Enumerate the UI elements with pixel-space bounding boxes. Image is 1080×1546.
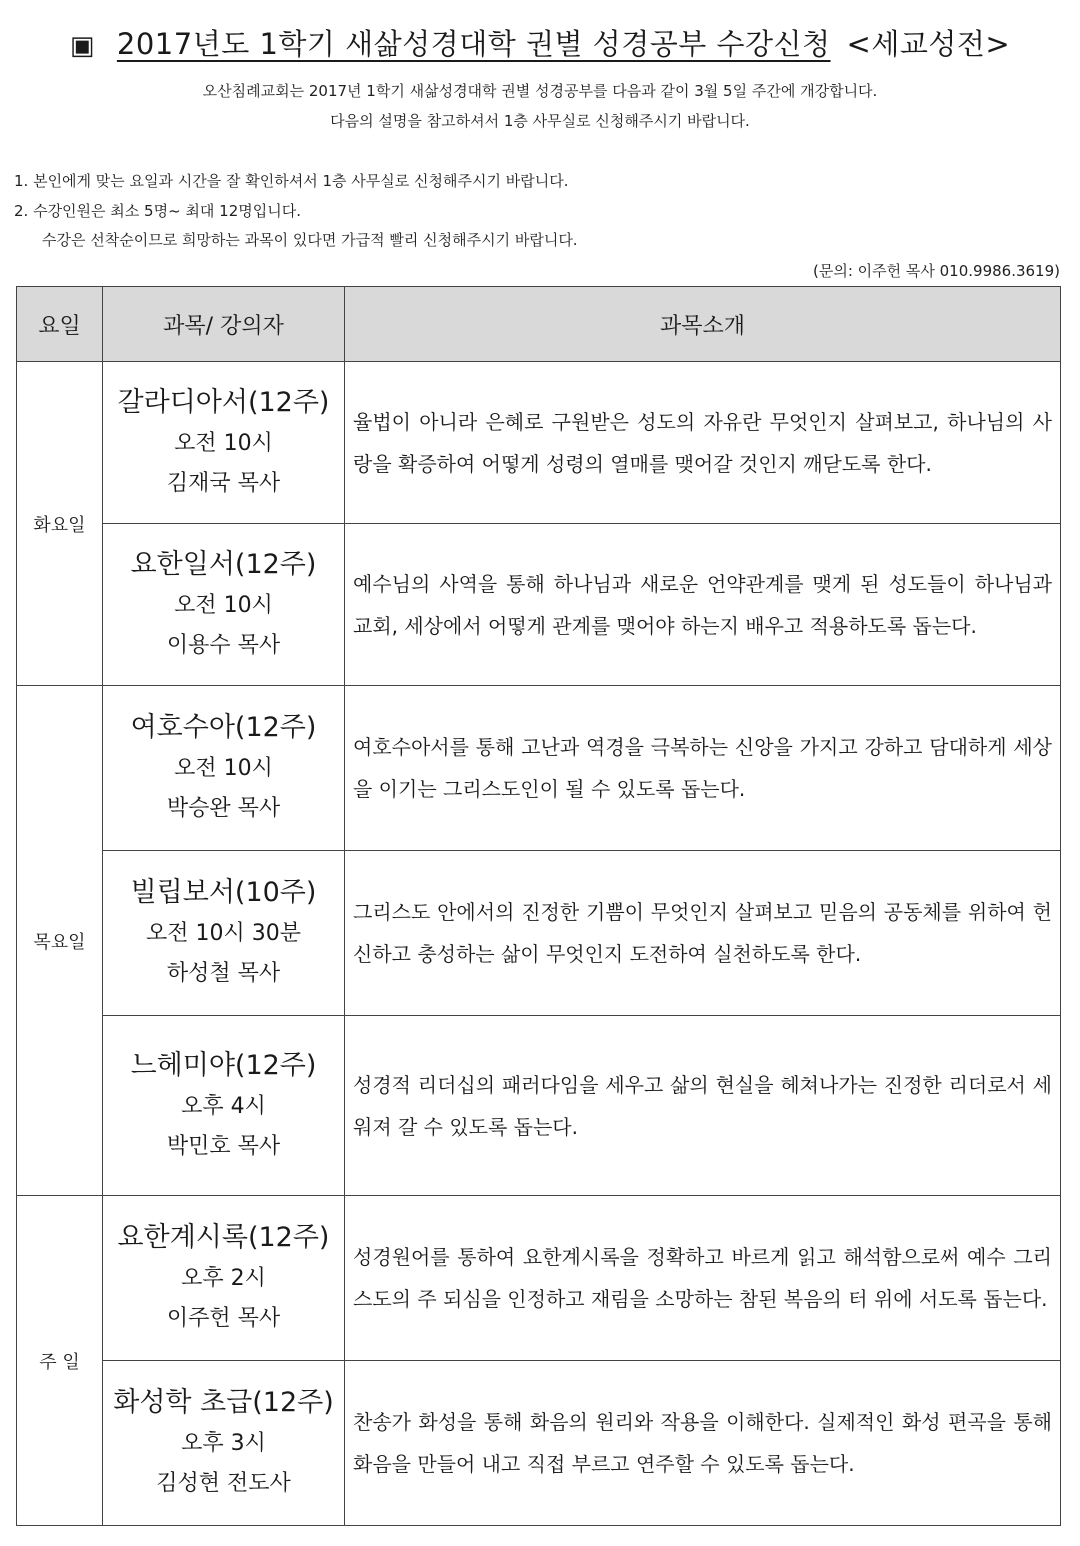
course-name: 요한계시록(12주) xyxy=(117,1222,330,1253)
course-name: 갈라디아서(12주) xyxy=(117,386,330,418)
course-time: 오후 2시 xyxy=(181,1266,266,1291)
description-cell xyxy=(345,362,1061,524)
course-name: 빌립보서(10주) xyxy=(130,877,317,908)
course-time: 오후 3시 xyxy=(181,1431,266,1456)
header-day: 요일 xyxy=(17,287,103,362)
course-time: 오전 10시 xyxy=(174,592,273,618)
header-course: 과목/ 강의자 xyxy=(103,287,345,362)
table-header-row xyxy=(17,287,1061,362)
course-name: 화성학 초급(12주) xyxy=(113,1387,334,1418)
course-cell xyxy=(103,1016,345,1196)
course-time: 오전 10시 xyxy=(174,430,273,456)
course-cell xyxy=(103,1361,345,1526)
course-teacher: 박민호 목사 xyxy=(166,1133,281,1159)
intro-line: 오산침례교회는 2017년 1학기 새삶성경대학 권별 성경공부를 다음과 같이 3월 5일 주간에 개강합니다. xyxy=(202,82,878,100)
day-cell: 목요일 xyxy=(17,686,103,1196)
note-item: 수강은 선착순이므로 희망하는 과목이 있다면 가급적 빨리 신청해주시기 바랍니다. xyxy=(42,231,578,249)
course-name: 요한일서(12주) xyxy=(130,548,317,580)
course-teacher: 김성현 전도사 xyxy=(156,1471,291,1496)
note-item: 1. 본인에게 맞는 요일과 시간을 잘 확인하셔서 1층 사무실로 신청해주시기 바랍니다. xyxy=(14,172,569,190)
description-cell xyxy=(345,1361,1061,1526)
description-cell xyxy=(345,851,1061,1016)
course-teacher: 박승완 목사 xyxy=(166,796,281,821)
course-description: 율법이 아니라 은혜로 구원받은 성도의 자유란 무엇인지 살펴보고, 하나님의 사랑을 확증하여 어떻게 성령의 열매를 맺어갈 것인지 깨닫도록 한다. xyxy=(353,409,1052,476)
course-description: 그리스도 안에서의 진정한 기쁨이 무엇인지 살펴보고 믿음의 공동체를 위하여 헌신하고 충성하는 삶이 무엇인지 도전하여 실천하도록 한다. xyxy=(353,900,1052,966)
course-name: 느헤미야(12주) xyxy=(130,1049,317,1081)
header-description: 과목소개 xyxy=(345,287,1061,362)
intro-line: 다음의 설명을 참고하셔서 1층 사무실로 신청해주시기 바랍니다. xyxy=(330,112,750,130)
contact-info: (문의: 이주헌 목사 010.9986.3619) xyxy=(812,262,1060,280)
table-row xyxy=(17,1196,1061,1361)
course-time: 오전 10시 xyxy=(174,756,273,781)
title-text: 2017년도 1학기 새삶성경대학 권별 성경공부 수강신청 xyxy=(116,27,831,61)
schedule-table xyxy=(16,286,1061,1526)
course-cell xyxy=(103,1196,345,1361)
table-row xyxy=(17,851,1061,1016)
course-teacher: 하성철 목사 xyxy=(166,961,281,986)
campus-tag: <세교성전> xyxy=(846,27,1011,61)
course-cell xyxy=(103,851,345,1016)
course-teacher: 이주헌 목사 xyxy=(166,1306,281,1331)
table-row xyxy=(17,362,1061,524)
course-description: 성경적 리더십의 패러다임을 세우고 삶의 현실을 헤쳐나가는 진정한 리더로서 세워져 갈 수 있도록 돕는다. xyxy=(353,1072,1052,1139)
page-title xyxy=(0,22,1080,63)
description-cell xyxy=(345,524,1061,686)
course-teacher: 김재국 목사 xyxy=(166,470,281,496)
course-teacher: 이용수 목사 xyxy=(166,632,281,658)
course-cell xyxy=(103,524,345,686)
course-description: 성경원어를 통하여 요한계시록을 정확하고 바르게 읽고 해석함으로써 예수 그리스도의 주 되심을 인정하고 재림을 소망하는 참된 복음의 터 위에 서도록 돕는다. xyxy=(353,1245,1052,1311)
course-name: 여호수아(12주) xyxy=(130,712,317,743)
description-cell xyxy=(345,1016,1061,1196)
note-item: 2. 수강인원은 최소 5명~ 최대 12명입니다. xyxy=(14,202,301,220)
course-time: 오전 10시 30분 xyxy=(146,921,301,946)
course-description: 찬송가 화성을 통해 화음의 원리와 작용을 이해한다. 실제적인 화성 편곡을 통해 화음을 만들어 내고 직접 부르고 연주할 수 있도록 돕는다. xyxy=(353,1410,1052,1476)
course-cell xyxy=(103,686,345,851)
course-cell xyxy=(103,362,345,524)
day-cell: 주 일 xyxy=(17,1196,103,1526)
description-cell xyxy=(345,686,1061,851)
description-cell xyxy=(345,1196,1061,1361)
table-row xyxy=(17,1361,1061,1526)
day-cell: 화요일 xyxy=(17,362,103,686)
table-row xyxy=(17,1016,1061,1196)
course-description: 예수님의 사역을 통해 하나님과 새로운 언약관계를 맺게 된 성도들이 하나님과 교회, 세상에서 어떻게 관계를 맺어야 하는지 배우고 적용하도록 돕는다. xyxy=(353,571,1052,638)
table-row xyxy=(17,524,1061,686)
course-description: 여호수아서를 통해 고난과 역경을 극복하는 신앙을 가지고 강하고 담대하게 세상을 이기는 그리스도인이 될 수 있도록 돕는다. xyxy=(353,735,1052,801)
square-bullet-icon: ▣ xyxy=(69,31,95,61)
course-time: 오후 4시 xyxy=(181,1093,266,1119)
table-row xyxy=(17,686,1061,851)
